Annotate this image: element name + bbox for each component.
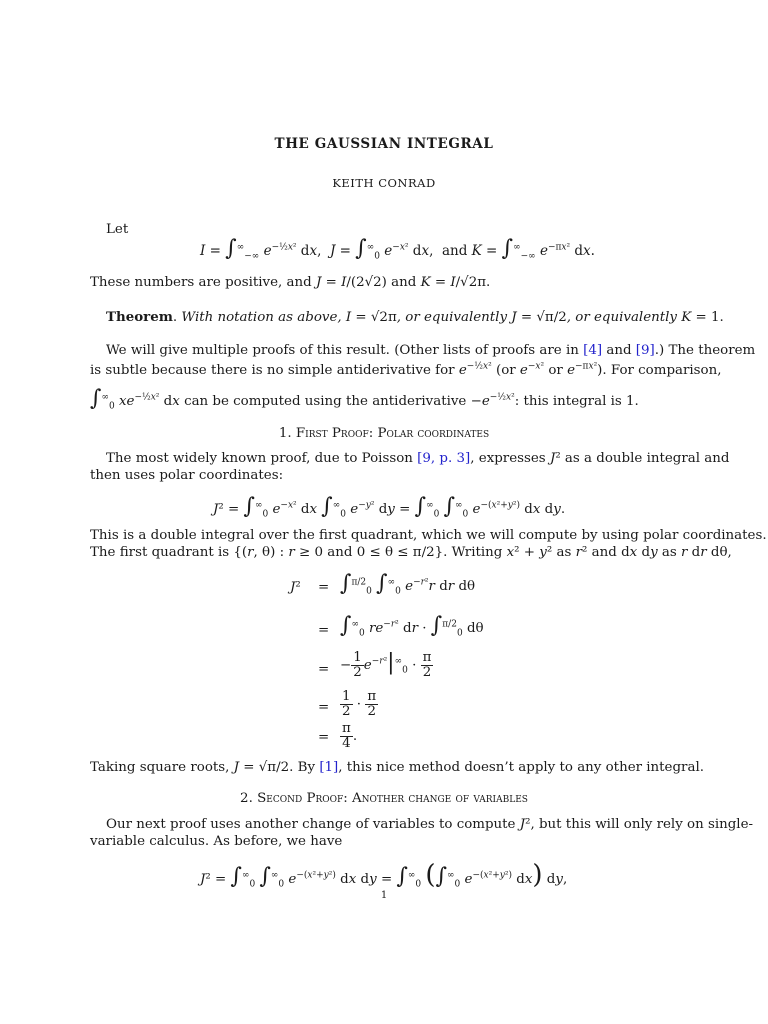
- page-number: 1: [380, 890, 388, 901]
- intro-relations: These numbers are positive, and J = I/(2√2) and K = I/√2π.: [90, 275, 491, 290]
- section2-line2: variable calculus. As before, we have: [90, 834, 343, 849]
- section1-line3: This is a double integral over the first quadrant, which we will compute by using polar coordinates.: [90, 528, 767, 543]
- citation-9-p3: [9, p. 3]: [417, 451, 471, 466]
- para1-line2: is subtle because there is no simple antiderivative for $e^{-\frac{1}{2}x^2}$ (or $e^{-x^2}$ or $e^{-\pi x^2}$). For comparison,: [90, 361, 722, 378]
- derivation-lhs: J²: [290, 580, 301, 595]
- section2-heading: 2. Second Proof: Another change of variables: [240, 791, 528, 806]
- section1-after: Taking square roots, J = √π/2. By [1], this nice method doesn’t apply to any other integral.: [90, 760, 704, 775]
- derivation-eq4: =: [318, 700, 330, 715]
- citation-9: [9]: [635, 343, 655, 358]
- section1-line4: The first quadrant is {(r, θ) : r ≥ 0 and 0 ≤ θ ≤ π/2}. Writing x² + y² as r² and dx dy as r dr dθ,: [90, 545, 732, 560]
- para1-line3: $\int^\infty_0$ $xe^{-\frac{1}{2}x^2}$ dx can be computed using the antiderivative $-e^{-\frac{1}{2}x^2}$: this integral is 1.: [90, 386, 639, 412]
- paper-title: THE GAUSSIAN INTEGRAL: [274, 136, 494, 152]
- section1-line1: The most widely known proof, due to Poisson [9, p. 3], expresses J² as a double integral and: [106, 451, 730, 466]
- section1-equation-1: $J^2 = \int^\infty_0$ $e^{-x^2}$ dx $\int^\infty_0$ $e^{-y^2}$ dy = $\int^\infty_0$ $\int^\infty_0$ $e^{-(x^2+y^2)}$ dx dy.: [213, 494, 566, 520]
- derivation-step1: ∫$^{\pi/2}_0$ $\int^\infty_0$ $e^{-r^2}r$ dr dθ: [340, 571, 476, 597]
- derivation-step3: − $\frac{1}{2}$ $e^{-r^2}|^\infty_0$ · $\frac{\pi}{2}$: [340, 649, 432, 680]
- citation-4: [4]: [583, 343, 603, 358]
- para1-line1: We will give multiple proofs of this result. (Other lists of proofs are in [4] and [9].) The theorem: [106, 343, 756, 358]
- section1-line2: then uses polar coordinates:: [90, 468, 284, 483]
- intro-definitions-equation: $I = \int^\infty_{-\infty}$ $e^{-\frac{1}{2}x^2}$ dx, $J = \int^\infty_0$ $e^{-x^2}$ dx, and $K = \int^\infty_{-\infty}$ $e^{-\pi x^2}$ dx.: [200, 236, 595, 262]
- derivation-eq5: =: [318, 730, 330, 745]
- paper-author: KEITH CONRAD: [332, 176, 436, 190]
- citation-1: [1]: [319, 760, 339, 775]
- intro-let: Let: [106, 222, 129, 237]
- derivation-step2: $\int^\infty_0$ $re^{-r^2}$ dr · ∫$^{\pi/2}_0$ dθ: [340, 613, 484, 639]
- derivation-eq1: =: [318, 580, 330, 595]
- section1-heading: 1. First Proof: Polar coordinates: [278, 426, 490, 441]
- section2-equation: $J^2 = \int^\infty_0$ $\int^\infty_0$ $e^{-(x^2+y^2)}$ dx dy = $\int^\infty_0$ ($\int^\infty_0$ $e^{-(x^2+y^2)}$ dx) dy,: [200, 860, 568, 890]
- section2-line1: Our next proof uses another change of variables to compute J², but this will only rely on single-: [106, 817, 754, 832]
- derivation-eq3: =: [318, 662, 330, 677]
- theorem-statement: Theorem. With notation as above, I = √2π, or equivalently J = √π/2, or equivalently K = 1.: [106, 309, 724, 325]
- derivation-step4: $\frac{1}{2}$ · $\frac{\pi}{2}$: [342, 689, 377, 720]
- derivation-step5: $\frac{\pi}{4}$ .: [342, 721, 358, 752]
- derivation-eq2: =: [318, 623, 330, 638]
